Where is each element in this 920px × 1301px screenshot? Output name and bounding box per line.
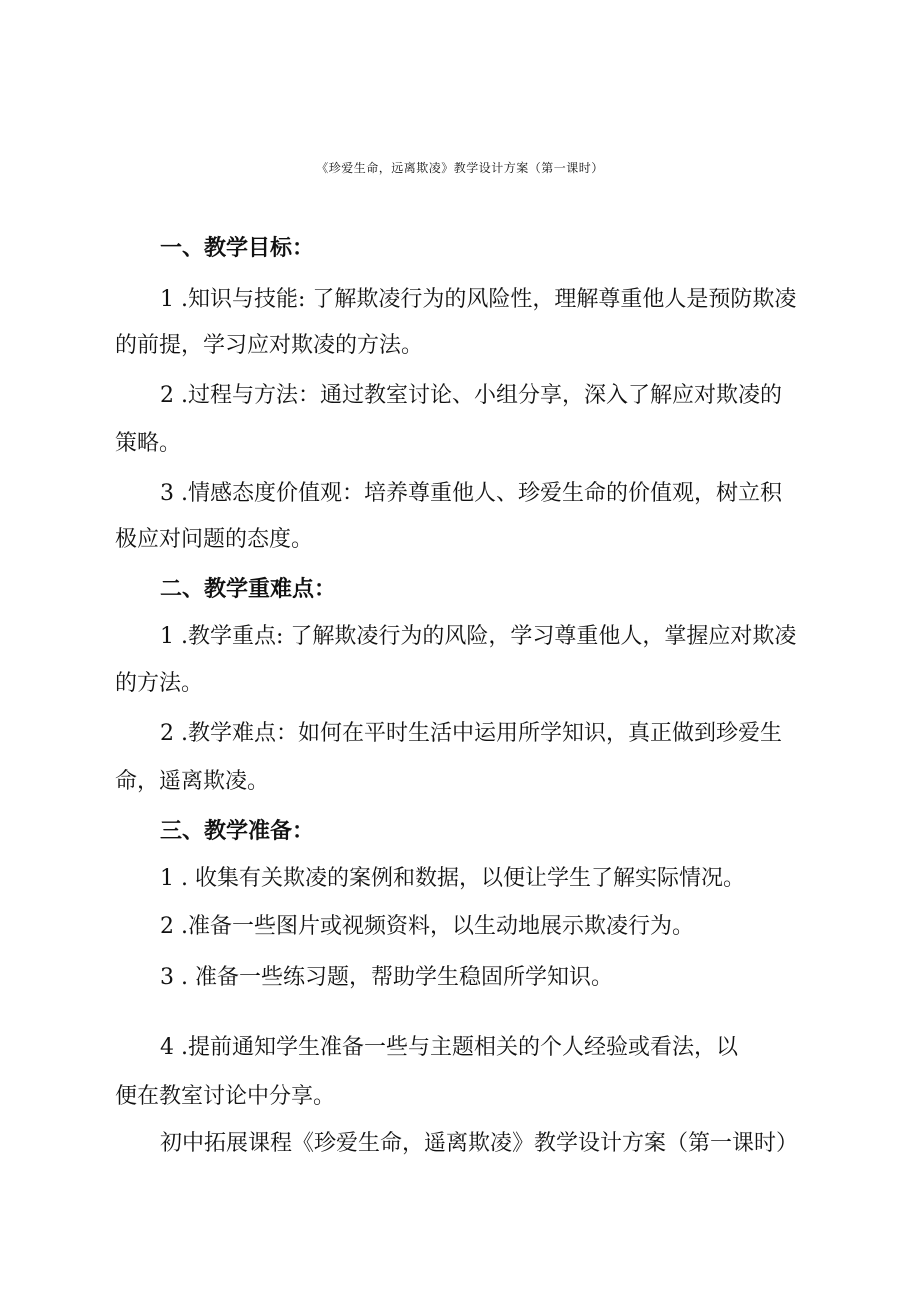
document-title: 《珍爱生命，远离欺凌》教学设计方案（第一课时） <box>316 161 604 175</box>
paragraph-line: 1 .教学重点: 了解欺凌行为的风险，学习尊重他人，掌握应对欺凌 <box>160 624 797 649</box>
paragraph-line: 2 .教学难点：如何在平时生活中运用所学知识，真正做到珍爱生 <box>160 721 782 746</box>
paragraph-line: 3 .情感态度价值观：培养尊重他人、珍爱生命的价值观，树立积 <box>160 481 782 506</box>
paragraph-line: 3 . 准备一些练习题，帮助学生稳固所学知识。 <box>160 965 613 990</box>
paragraph-line: 命，遥离欺凌。 <box>115 769 270 794</box>
paragraph-line: 的方法。 <box>115 671 204 696</box>
paragraph-line: 便在教室讨论中分享。 <box>115 1084 336 1109</box>
paragraph-line: 4 .提前通知学生准备一些与主题相关的个人经验或看法，以 <box>160 1035 738 1060</box>
paragraph-line: 极应对问题的态度。 <box>115 527 314 552</box>
paragraph-line: 1 .知识与技能: 了解欺凌行为的风险性，理解尊重他人是预防欺凌 <box>160 287 797 312</box>
paragraph-line: 策略。 <box>115 431 182 456</box>
section-heading-objectives: 一、教学目标： <box>160 235 315 261</box>
section-heading-preparation: 三、教学准备： <box>160 818 315 844</box>
paragraph-line: 1 . 收集有关欺凌的案例和数据，以便让学生了解实际情况。 <box>160 866 745 891</box>
paragraph-line: 2 .过程与方法：通过教室讨论、小组分享，深入了解应对欺凌的 <box>160 383 782 408</box>
paragraph-line: 的前提，学习应对欺凌的方法。 <box>115 333 424 358</box>
document-footer-title: 初中拓展课程《珍爱生命，遥离欺凌》教学设计方案（第一课时） <box>160 1131 799 1156</box>
section-heading-key-points: 二、教学重难点： <box>160 576 337 602</box>
paragraph-line: 2 .准备一些图片或视频资料，以生动地展示欺凌行为。 <box>160 914 694 939</box>
